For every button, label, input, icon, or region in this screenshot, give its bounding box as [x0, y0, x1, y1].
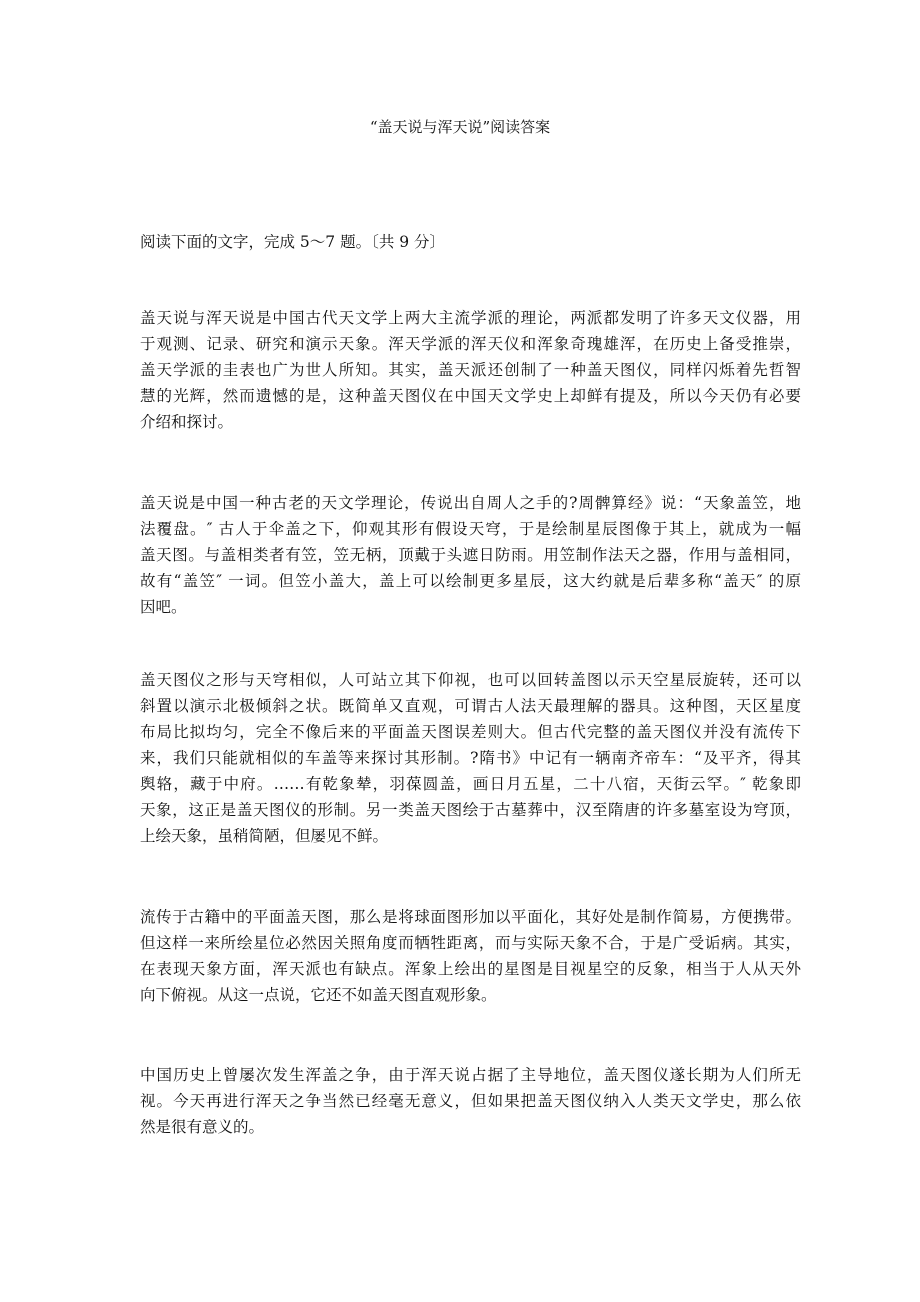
paragraph-2 [140, 490, 801, 620]
paragraph-line: 盖天图仪之形与天穹相似，人可站立其下仰视，也可以回转盖图以示天空星辰旋转，还可以 [140, 671, 801, 689]
paragraph-line: 慧的光辉，然而遗憾的是，这种盖天图仪在中国天文学史上却鲜有提及，所以今天仍有必要 [140, 387, 801, 405]
paragraph-line: 布局比拟均匀，完全不像后来的平面盖天图误差则大。但古代完整的盖天图仪并没有流传下 [140, 723, 801, 741]
paragraph-line: 斜置以演示北极倾斜之状。既简单又直观，可谓古人法天最理解的器具。这种图，天区星度 [140, 697, 801, 715]
paragraph-line: 舆辂，藏于中府。……有乾象辇，羽葆圆盖，画日月五星，二十八宿，天街云罕。″ 乾象即 [140, 775, 801, 793]
paragraph-line: 介绍和探讨。 [140, 413, 234, 431]
paragraph-line: 向下俯视。从这一点说，它还不如盖天图直观形象。 [140, 986, 497, 1004]
paragraph-line: 来，我们只能就相似的车盖等来探讨其形制。?隋书》中记有一辆南齐帝车：“及平齐，得其 [140, 749, 801, 767]
paragraph-line: 但这样一来所绘星位必然因关照角度而牺牲距离，而与实际天象不合，于是广受诟病。其实， [140, 934, 801, 952]
paragraph-line: 因吧。 [140, 598, 187, 616]
paragraph-line: 视。今天再进行浑天之争当然已经毫无意义，但如果把盖天图仪纳入人类天文学史，那么依 [140, 1092, 801, 1110]
paragraph-line: 盖天说是中国一种古老的天文学理论，传说出自周人之手的?周髀算经》说：“天象盖笠，地 [140, 494, 801, 512]
intro-instruction [140, 229, 801, 255]
paragraph-line: 天象，这正是盖天图仪的形制。另一类盖天图绘于古墓葬中，汉至隋唐的许多墓室设为穹顶， [140, 801, 801, 819]
intro-text: 阅读下面的文字，完成 5～7 题。〔共 9 分〕 [140, 233, 446, 251]
paragraph-1 [140, 305, 801, 435]
paragraph-line: 盖天图。与盖相类者有笠，笠无柄，顶戴于头遮日防雨。用笠制作法天之器，作用与盖相同， [140, 546, 801, 564]
paragraph-5 [140, 1062, 801, 1140]
paragraph-line: 上绘天象，虽稍简陋，但屡见不鲜。 [140, 827, 389, 845]
paragraph-line: 然是很有意义的。 [140, 1118, 265, 1136]
paragraph-line: 盖天学派的圭表也广为世人所知。其实，盖天派还创制了一种盖天图仪，同样闪烁着先哲智 [140, 361, 801, 379]
paragraph-3 [140, 667, 801, 849]
paragraph-line: 在表现天象方面，浑天派也有缺点。浑象上绘出的星图是目视星空的反象，相当于人从天外 [140, 960, 801, 978]
paragraph-line: 流传于古籍中的平面盖天图，那么是将球面图形加以平面化，其好处是制作简易，方便携带。 [140, 908, 801, 926]
paragraph-line: 于观测、记录、研究和演示天象。浑天学派的浑天仪和浑象奇瑰雄浑，在历史上备受推崇， [140, 335, 801, 353]
paragraph-line: 法覆盘。″ 古人于伞盖之下，仰观其形有假设天穹，于是绘制星辰图像于其上，就成为一幅 [140, 520, 801, 538]
paragraph-line: 盖天说与浑天说是中国古代天文学上两大主流学派的理论，两派都发明了许多天文仪器，用 [140, 309, 801, 327]
paragraph-4 [140, 904, 801, 1008]
paragraph-line: 故有“盖笠″ 一词。但笠小盖大，盖上可以绘制更多星辰，这大约就是后辈多称“盖天″ 的原 [140, 572, 801, 590]
document-title: “盖天说与浑天说”阅读答案 [369, 118, 551, 136]
paragraph-line: 中国历史上曾屡次发生浑盖之争，由于浑天说占据了主导地位，盖天图仪遂长期为人们所无 [140, 1066, 801, 1084]
